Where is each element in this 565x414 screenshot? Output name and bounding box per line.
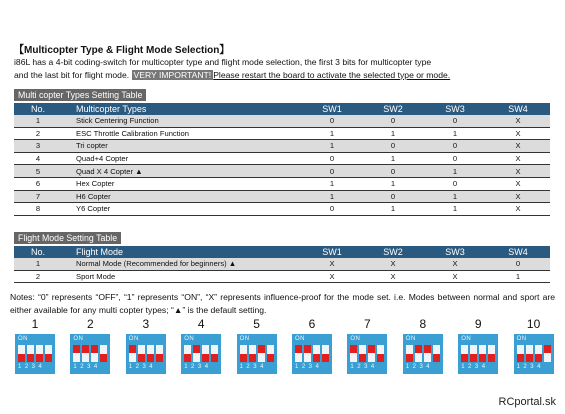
switch-slot [461, 345, 468, 362]
on-label: ON [516, 336, 527, 342]
dip-switch-5 [237, 316, 277, 374]
switch-knob [488, 354, 495, 362]
table-row [14, 177, 550, 190]
table-cell: Quad+4 Copter [62, 152, 302, 165]
switch-knob [433, 354, 440, 362]
switch-slot [184, 345, 191, 362]
intro-line-1: i86L has a 4-bit coding-switch for multicopter type and flight mode selection, the first 3 bits for multicopter type [14, 57, 432, 67]
column-header: SW1 [302, 103, 362, 115]
switch-slot [27, 345, 34, 362]
position-labels: 1234 [461, 364, 489, 370]
table-cell: X [424, 258, 486, 270]
switch-knob [350, 345, 357, 353]
intro-paragraph [14, 56, 554, 81]
dip-switch-8 [403, 316, 443, 374]
table-cell: 1 [424, 203, 486, 216]
switch-knob [368, 345, 375, 353]
table-row [14, 258, 550, 270]
table-cell: 1 [424, 127, 486, 140]
switch-slot [129, 345, 136, 362]
switch-knob [211, 354, 218, 362]
switch-slot [322, 345, 329, 362]
switch-knob [202, 354, 209, 362]
switch-number: 9 [474, 317, 482, 331]
switch-slot [406, 345, 413, 362]
position-labels: 1234 [295, 364, 323, 370]
table-row [14, 140, 550, 153]
intro-line-2-start: and the last bit for flight mode. [14, 69, 132, 80]
switch-knob [295, 345, 302, 353]
restart-instruction: Please restart the board to activate the selected type or mode. [213, 69, 451, 80]
switch-knob [258, 345, 265, 353]
column-header: No. [14, 246, 62, 258]
table-cell: 7 [14, 190, 62, 203]
table-cell: Y6 Copter [62, 203, 302, 216]
table-cell: X [362, 270, 424, 283]
column-header: SW2 [362, 103, 424, 115]
table-cell: X [424, 270, 486, 283]
table-cell: 1 [14, 115, 62, 127]
switch-slot [526, 345, 533, 362]
switch-knob [377, 354, 384, 362]
switch-slot [267, 345, 274, 362]
switch-slot [138, 345, 145, 362]
switch-slot [45, 345, 52, 362]
switch-knob [36, 354, 43, 362]
table-cell: X [486, 152, 550, 165]
dip-switch-body [347, 334, 387, 374]
switch-slot [156, 345, 163, 362]
dip-switch-body [514, 334, 554, 374]
table-cell: X [486, 190, 550, 203]
switch-slot [202, 345, 209, 362]
switch-slot [415, 345, 422, 362]
switch-number: 7 [364, 317, 371, 331]
position-labels: 1234 [405, 364, 434, 370]
column-header: SW2 [362, 246, 424, 258]
table-cell: H6 Copter [62, 190, 302, 203]
switch-knob [82, 345, 89, 353]
switch-knob [267, 354, 274, 362]
on-label: ON [73, 336, 84, 342]
position-labels: 1234 [73, 364, 101, 370]
switch-slot [193, 345, 200, 362]
on-label: ON [18, 336, 28, 342]
table-cell: Stick Centering Function [62, 115, 302, 127]
column-header: SW4 [486, 103, 550, 115]
table-cell: 0 [302, 165, 362, 178]
table-cell: 0 [486, 258, 550, 270]
table-cell: 1 [486, 270, 550, 283]
switch-slot [36, 345, 43, 362]
table-cell: 1 [362, 152, 424, 165]
table-row [14, 165, 550, 178]
table-cell: 4 [14, 152, 62, 165]
dip-switch-body [292, 334, 332, 374]
dip-switch-body [70, 334, 110, 374]
table-cell: X [486, 177, 550, 190]
column-header: Multicopter Types [62, 103, 302, 115]
table-cell: X [486, 127, 550, 140]
switch-knob [535, 354, 542, 362]
switch-knob [406, 354, 413, 362]
switch-knob [73, 345, 80, 353]
switch-knob [526, 354, 533, 362]
table-cell: 0 [302, 115, 362, 127]
dip-switch-body [126, 334, 166, 374]
table-cell: Sport Mode [62, 270, 302, 283]
switch-knob [415, 345, 422, 353]
dip-switch-2 [70, 316, 110, 374]
flight-table-header-row [14, 246, 550, 258]
page-title: 【Multicopter Type & Flight Mode Selection】 [14, 45, 230, 56]
table-cell: 0 [362, 165, 424, 178]
position-labels: 1234 [128, 364, 157, 370]
dip-switch-body [15, 334, 55, 374]
on-label: ON [350, 336, 361, 342]
column-header: SW3 [424, 103, 486, 115]
table-row [14, 203, 550, 216]
table-cell: 1 [14, 258, 62, 270]
table-cell: 0 [362, 140, 424, 153]
switch-slot [359, 345, 366, 362]
switch-knob [156, 354, 163, 362]
table-cell: Tri copter [62, 140, 302, 153]
table-cell: 0 [362, 115, 424, 127]
switch-knob [18, 354, 25, 362]
table-cell: 0 [424, 177, 486, 190]
table-cell: Normal Mode (Recommended for beginners) ▲ [62, 258, 302, 270]
switch-knob [517, 354, 524, 362]
switch-knob [138, 354, 145, 362]
dip-switch-9 [458, 316, 498, 374]
dip-switch-body [403, 334, 443, 374]
table-cell: ESC Throttle Calibration Function [62, 127, 302, 140]
switch-slot [517, 345, 524, 362]
switch-knob [45, 354, 52, 362]
table-cell: X [302, 258, 362, 270]
flight-table-body [14, 258, 550, 283]
switch-knob [313, 354, 320, 362]
switch-slot [211, 345, 218, 362]
table-cell: 6 [14, 177, 62, 190]
switch-number: 10 [526, 317, 541, 331]
dip-switch-7 [347, 316, 387, 374]
switch-slot [100, 345, 107, 362]
table-cell: X [486, 203, 550, 216]
dip-switch-6 [292, 316, 332, 374]
position-labels: 1234 [184, 364, 212, 370]
table-row [14, 190, 550, 203]
switch-slot [424, 345, 431, 362]
table-row [14, 270, 550, 283]
table-cell: 0 [302, 203, 362, 216]
switch-knob [544, 345, 551, 353]
table-cell: 1 [362, 127, 424, 140]
switch-number: 8 [419, 317, 427, 331]
dip-switch-3 [126, 316, 166, 374]
position-labels: 1234 [239, 364, 267, 370]
on-label: ON [461, 336, 472, 342]
on-label: ON [405, 336, 416, 342]
table-row [14, 115, 550, 127]
table-cell: Hex Copter [62, 177, 302, 190]
switch-knob [193, 345, 200, 353]
switch-slot [258, 345, 265, 362]
switch-slot [18, 345, 25, 362]
table-cell: 1 [362, 177, 424, 190]
column-header: No. [14, 103, 62, 115]
switch-knob [184, 354, 191, 362]
switch-knob [470, 354, 477, 362]
on-label: ON [295, 336, 305, 342]
table-cell: 1 [424, 190, 486, 203]
switch-slot [313, 345, 320, 362]
switch-slot [304, 345, 311, 362]
table-row [14, 152, 550, 165]
table-cell: 0 [362, 190, 424, 203]
dip-switch-body [181, 334, 221, 374]
position-labels: 1234 [350, 364, 378, 370]
switch-knob [91, 345, 98, 353]
switch-knob [304, 345, 311, 353]
switch-number: 2 [87, 317, 94, 331]
switch-slot [147, 345, 154, 362]
dip-switch-body [237, 334, 277, 374]
table-cell: 5 [14, 165, 62, 178]
switch-slot [73, 345, 80, 362]
table-cell: X [362, 258, 424, 270]
table-cell: X [486, 140, 550, 153]
table-cell: 2 [14, 127, 62, 140]
switch-slot [82, 345, 89, 362]
on-label: ON [184, 336, 195, 342]
switch-number: 6 [308, 317, 316, 331]
table-cell: 0 [424, 115, 486, 127]
switch-slot [368, 345, 375, 362]
dip-switch-10 [514, 316, 554, 374]
switch-knob [240, 354, 247, 362]
switch-knob [147, 354, 154, 362]
table-cell: 8 [14, 203, 62, 216]
table-cell: 1 [302, 177, 362, 190]
on-label: ON [239, 336, 250, 342]
table-cell: X [302, 270, 362, 283]
important-highlight: VERY IMPORTANT! [133, 69, 212, 80]
multicopter-types-table [14, 103, 550, 216]
position-labels: 1234 [18, 364, 46, 370]
switch-knob [249, 354, 256, 362]
table-cell: 3 [14, 140, 62, 153]
switch-slot [488, 345, 495, 362]
switch-slot [377, 345, 384, 362]
switch-knob [424, 345, 431, 353]
notes-text: Notes: “0” represents “OFF”, “1” represents “ON”, “X” represents influence-proof for the mode set. i.e. Modes between normal and sport are either available for any multi copter types; “▲” is the default setting. [10, 292, 555, 315]
column-header: SW4 [486, 246, 550, 258]
switch-slot [470, 345, 477, 362]
switch-slot [433, 345, 440, 362]
column-header: SW3 [424, 246, 486, 258]
table-cell: 1 [302, 140, 362, 153]
table-cell: 0 [424, 152, 486, 165]
table-cell: 0 [424, 140, 486, 153]
on-label: ON [128, 336, 139, 342]
flight-mode-table [14, 246, 550, 283]
table-cell: 0 [302, 152, 362, 165]
table-cell: Quad X 4 Copter ▲ [62, 165, 302, 178]
intro-line-2 [14, 69, 554, 82]
multi-table-caption: Multi copter Types Setting Table [14, 89, 146, 101]
watermark: RCportal.sk [498, 396, 556, 408]
switch-knob [27, 354, 34, 362]
table-cell: 2 [14, 270, 62, 283]
switch-knob [100, 354, 107, 362]
switch-slot [295, 345, 302, 362]
switch-slot [240, 345, 247, 362]
flight-table-caption: Flight Mode Setting Table [14, 232, 121, 244]
dip-switch-1 [15, 316, 55, 374]
switch-knob [461, 354, 468, 362]
table-cell: X [486, 165, 550, 178]
switch-slot [479, 345, 486, 362]
multi-table-header-row [14, 103, 550, 115]
switch-slot [350, 345, 357, 362]
column-header: Flight Mode [62, 246, 302, 258]
switch-knob [479, 354, 486, 362]
table-cell: 1 [302, 190, 362, 203]
dip-switch-4 [181, 316, 221, 374]
table-cell: 1 [424, 165, 486, 178]
column-header: SW1 [302, 246, 362, 258]
switch-knob [322, 354, 329, 362]
switch-knob [129, 345, 136, 353]
switch-slot [249, 345, 256, 362]
switch-slot [535, 345, 542, 362]
position-labels: 1234 [516, 364, 544, 370]
switch-number: 1 [31, 317, 39, 331]
multi-table-body [14, 115, 550, 215]
switch-slot [91, 345, 98, 362]
switch-number: 3 [142, 317, 150, 331]
dip-switch-body [458, 334, 498, 374]
table-cell: 1 [362, 203, 424, 216]
switch-number: 4 [197, 317, 205, 331]
switch-knob [359, 354, 366, 362]
switch-number: 5 [253, 317, 260, 331]
table-row [14, 127, 550, 140]
table-cell: 1 [302, 127, 362, 140]
switch-slot [544, 345, 551, 362]
table-cell: X [486, 115, 550, 127]
